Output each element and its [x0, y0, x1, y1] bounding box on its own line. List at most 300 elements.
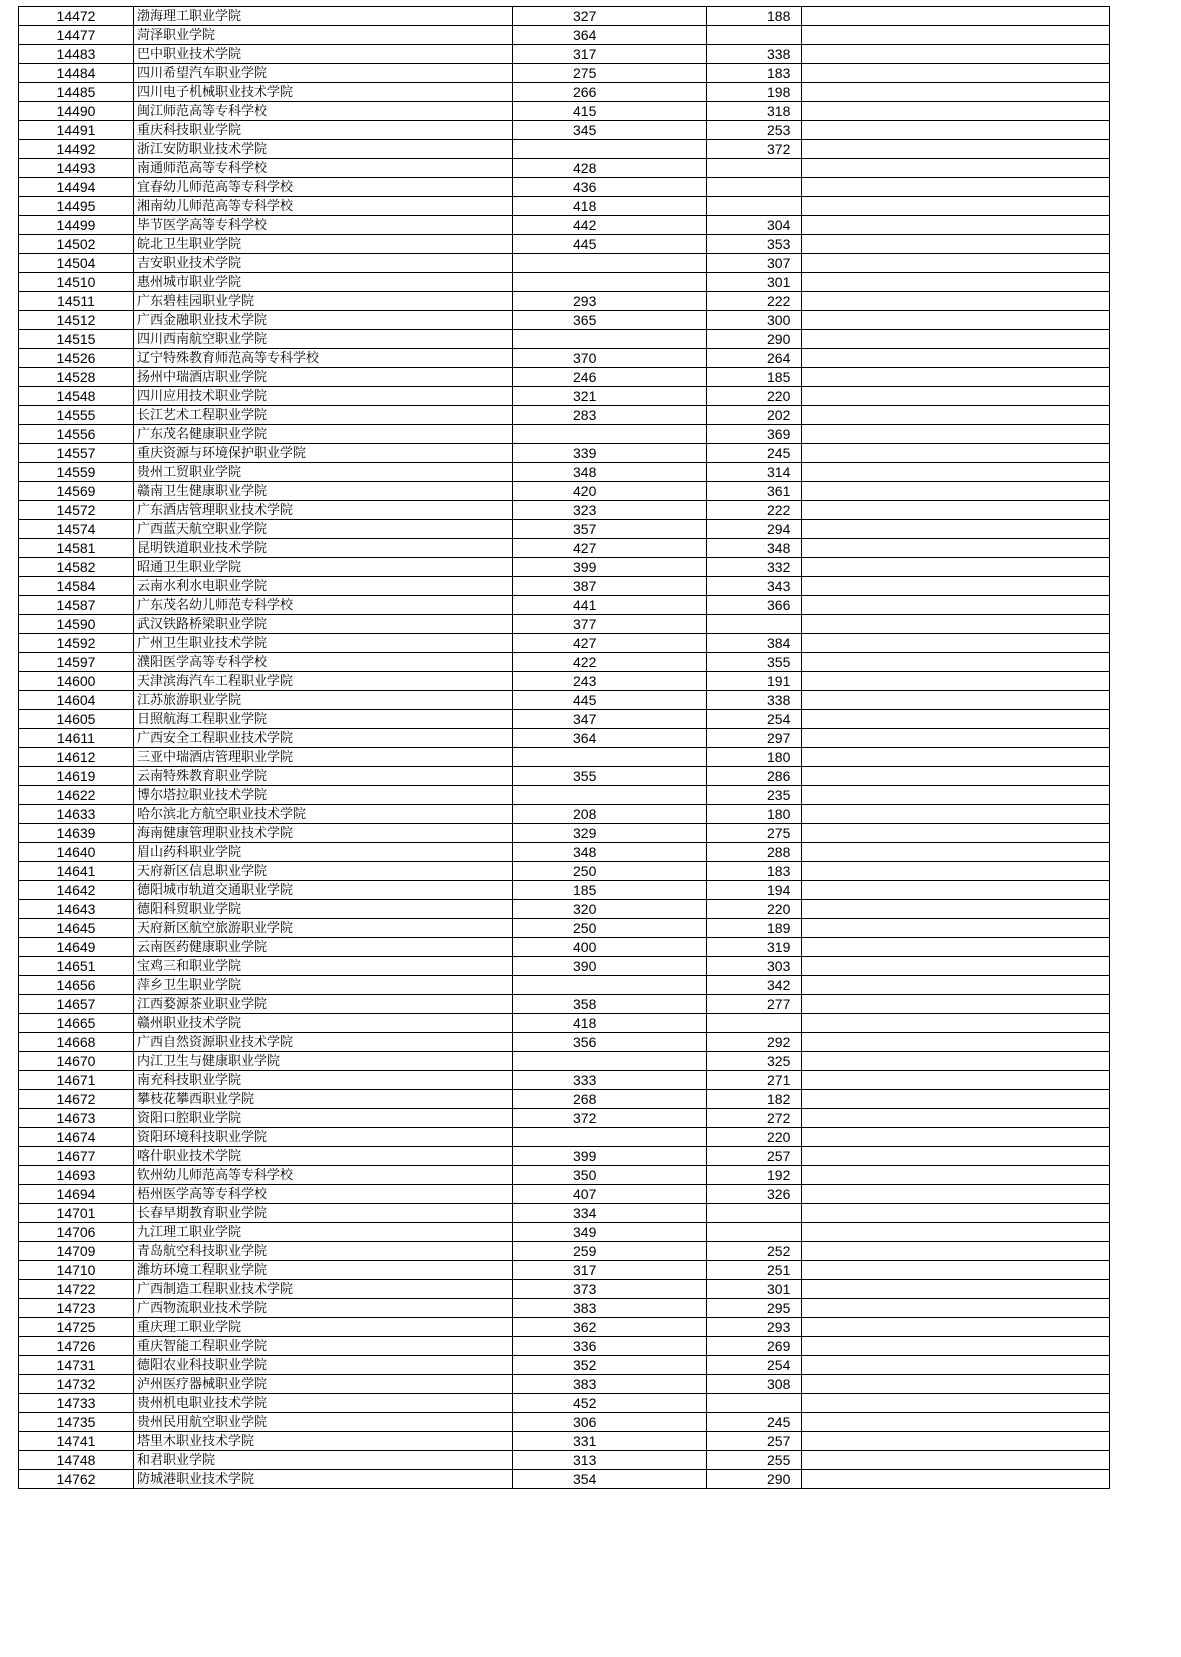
score-col-2-cell: 277 — [707, 995, 802, 1014]
table-row — [19, 900, 1110, 919]
school-code-cell: 14526 — [19, 349, 134, 368]
school-code-cell: 14665 — [19, 1014, 134, 1033]
score-col-2-cell: 366 — [707, 596, 802, 615]
score-col-2-cell: 308 — [707, 1375, 802, 1394]
school-code-cell: 14671 — [19, 1071, 134, 1090]
table-row — [19, 140, 1110, 159]
school-name-cell: 钦州幼儿师范高等专科学校 — [134, 1166, 513, 1185]
school-code-cell: 14709 — [19, 1242, 134, 1261]
score-col-2-cell: 245 — [707, 1413, 802, 1432]
school-name-cell: 昆明铁道职业技术学院 — [134, 539, 513, 558]
empty-cell — [802, 976, 1110, 995]
table-row — [19, 482, 1110, 501]
score-col-1-cell: 356 — [513, 1033, 707, 1052]
table-row — [19, 178, 1110, 197]
score-col-1-cell: 427 — [513, 539, 707, 558]
school-code-cell: 14490 — [19, 102, 134, 121]
school-code-cell: 14732 — [19, 1375, 134, 1394]
school-code-cell: 14495 — [19, 197, 134, 216]
school-code-cell: 14559 — [19, 463, 134, 482]
score-col-1-cell: 345 — [513, 121, 707, 140]
school-code-cell: 14651 — [19, 957, 134, 976]
empty-cell — [802, 1413, 1110, 1432]
table-row — [19, 1375, 1110, 1394]
table-row — [19, 501, 1110, 520]
table-row — [19, 1356, 1110, 1375]
school-name-cell: 德阳科贸职业学院 — [134, 900, 513, 919]
score-col-1-cell: 399 — [513, 558, 707, 577]
score-col-2-cell: 372 — [707, 140, 802, 159]
score-col-2-cell: 254 — [707, 710, 802, 729]
score-col-1-cell — [513, 748, 707, 767]
score-col-1-cell: 362 — [513, 1318, 707, 1337]
school-code-cell: 14572 — [19, 501, 134, 520]
table-row — [19, 938, 1110, 957]
score-col-2-cell: 188 — [707, 7, 802, 26]
score-col-1-cell: 243 — [513, 672, 707, 691]
school-name-cell: 海南健康管理职业技术学院 — [134, 824, 513, 843]
school-name-cell: 江西婺源茶业职业学院 — [134, 995, 513, 1014]
school-name-cell: 广东碧桂园职业学院 — [134, 292, 513, 311]
school-code-cell: 14639 — [19, 824, 134, 843]
school-code-cell: 14611 — [19, 729, 134, 748]
school-name-cell: 梧州医学高等专科学校 — [134, 1185, 513, 1204]
school-name-cell: 云南水利水电职业学院 — [134, 577, 513, 596]
school-name-cell: 南充科技职业学院 — [134, 1071, 513, 1090]
score-col-2-cell: 253 — [707, 121, 802, 140]
score-col-1-cell: 400 — [513, 938, 707, 957]
school-name-cell: 扬州中瑞酒店职业学院 — [134, 368, 513, 387]
school-name-cell: 贵州工贸职业学院 — [134, 463, 513, 482]
score-col-2-cell: 257 — [707, 1147, 802, 1166]
table-row — [19, 691, 1110, 710]
score-col-1-cell: 331 — [513, 1432, 707, 1451]
school-name-cell: 重庆理工职业学院 — [134, 1318, 513, 1337]
score-col-1-cell: 250 — [513, 862, 707, 881]
school-name-cell: 潍坊环境工程职业学院 — [134, 1261, 513, 1280]
table-row — [19, 1432, 1110, 1451]
school-name-cell: 吉安职业技术学院 — [134, 254, 513, 273]
table-row — [19, 1280, 1110, 1299]
empty-cell — [802, 444, 1110, 463]
table-row — [19, 64, 1110, 83]
empty-cell — [802, 919, 1110, 938]
school-name-cell: 天津滨海汽车工程职业学院 — [134, 672, 513, 691]
school-code-cell: 14504 — [19, 254, 134, 273]
school-code-cell: 14701 — [19, 1204, 134, 1223]
empty-cell — [802, 463, 1110, 482]
score-col-1-cell: 321 — [513, 387, 707, 406]
empty-cell — [802, 539, 1110, 558]
table-row — [19, 995, 1110, 1014]
school-code-cell: 14633 — [19, 805, 134, 824]
empty-cell — [802, 862, 1110, 881]
empty-cell — [802, 767, 1110, 786]
empty-cell — [802, 786, 1110, 805]
school-name-cell: 赣南卫生健康职业学院 — [134, 482, 513, 501]
score-col-1-cell: 445 — [513, 235, 707, 254]
table-row — [19, 1223, 1110, 1242]
score-col-2-cell: 264 — [707, 349, 802, 368]
score-col-2-cell — [707, 1204, 802, 1223]
empty-cell — [802, 83, 1110, 102]
score-col-1-cell: 390 — [513, 957, 707, 976]
table-row — [19, 957, 1110, 976]
school-code-cell: 14584 — [19, 577, 134, 596]
school-name-cell: 昭通卫生职业学院 — [134, 558, 513, 577]
school-code-cell: 14605 — [19, 710, 134, 729]
table-row — [19, 748, 1110, 767]
score-col-1-cell — [513, 330, 707, 349]
empty-cell — [802, 292, 1110, 311]
school-name-cell: 长春早期教育职业学院 — [134, 1204, 513, 1223]
school-name-cell: 重庆资源与环境保护职业学院 — [134, 444, 513, 463]
empty-cell — [802, 121, 1110, 140]
score-col-1-cell: 383 — [513, 1299, 707, 1318]
school-name-cell: 贵州民用航空职业学院 — [134, 1413, 513, 1432]
table-row — [19, 1470, 1110, 1489]
school-name-cell: 博尔塔拉职业技术学院 — [134, 786, 513, 805]
empty-cell — [802, 634, 1110, 653]
table-row — [19, 729, 1110, 748]
score-col-2-cell: 319 — [707, 938, 802, 957]
score-col-1-cell: 313 — [513, 1451, 707, 1470]
school-name-cell: 四川电子机械职业技术学院 — [134, 83, 513, 102]
school-code-cell: 14726 — [19, 1337, 134, 1356]
score-col-2-cell: 304 — [707, 216, 802, 235]
school-code-cell: 14748 — [19, 1451, 134, 1470]
table-row — [19, 672, 1110, 691]
score-col-2-cell: 191 — [707, 672, 802, 691]
score-col-2-cell: 332 — [707, 558, 802, 577]
score-col-1-cell: 293 — [513, 292, 707, 311]
table-row — [19, 862, 1110, 881]
empty-cell — [802, 1147, 1110, 1166]
empty-cell — [802, 1204, 1110, 1223]
score-col-2-cell: 325 — [707, 1052, 802, 1071]
school-code-cell: 14515 — [19, 330, 134, 349]
score-table-body — [19, 7, 1110, 1489]
school-name-cell: 浙江安防职业技术学院 — [134, 140, 513, 159]
empty-cell — [802, 311, 1110, 330]
table-row — [19, 83, 1110, 102]
school-code-cell: 14587 — [19, 596, 134, 615]
score-col-1-cell: 323 — [513, 501, 707, 520]
table-row — [19, 1109, 1110, 1128]
table-row — [19, 1033, 1110, 1052]
school-code-cell: 14641 — [19, 862, 134, 881]
school-code-cell: 14574 — [19, 520, 134, 539]
table-row — [19, 26, 1110, 45]
score-col-2-cell: 338 — [707, 45, 802, 64]
school-code-cell: 14612 — [19, 748, 134, 767]
score-col-2-cell: 384 — [707, 634, 802, 653]
school-code-cell: 14733 — [19, 1394, 134, 1413]
empty-cell — [802, 1318, 1110, 1337]
school-name-cell: 广西物流职业技术学院 — [134, 1299, 513, 1318]
score-col-2-cell — [707, 1394, 802, 1413]
school-code-cell: 14581 — [19, 539, 134, 558]
score-col-1-cell: 306 — [513, 1413, 707, 1432]
school-name-cell: 武汉铁路桥梁职业学院 — [134, 615, 513, 634]
score-col-1-cell: 452 — [513, 1394, 707, 1413]
table-row — [19, 1299, 1110, 1318]
score-col-1-cell — [513, 140, 707, 159]
school-code-cell: 14590 — [19, 615, 134, 634]
score-col-1-cell: 358 — [513, 995, 707, 1014]
empty-cell — [802, 1109, 1110, 1128]
score-col-1-cell: 185 — [513, 881, 707, 900]
score-col-1-cell: 320 — [513, 900, 707, 919]
table-row — [19, 45, 1110, 64]
score-col-1-cell: 407 — [513, 1185, 707, 1204]
table-row — [19, 121, 1110, 140]
empty-cell — [802, 1033, 1110, 1052]
school-name-cell: 巴中职业技术学院 — [134, 45, 513, 64]
empty-cell — [802, 596, 1110, 615]
school-name-cell: 四川应用技术职业学院 — [134, 387, 513, 406]
score-col-1-cell — [513, 786, 707, 805]
empty-cell — [802, 64, 1110, 83]
empty-cell — [802, 159, 1110, 178]
school-name-cell: 广西金融职业技术学院 — [134, 311, 513, 330]
score-col-2-cell: 182 — [707, 1090, 802, 1109]
school-code-cell: 14556 — [19, 425, 134, 444]
score-col-2-cell — [707, 1014, 802, 1033]
empty-cell — [802, 1451, 1110, 1470]
score-col-2-cell: 343 — [707, 577, 802, 596]
empty-cell — [802, 1470, 1110, 1489]
empty-cell — [802, 748, 1110, 767]
table-row — [19, 634, 1110, 653]
score-col-2-cell — [707, 197, 802, 216]
school-code-cell: 14619 — [19, 767, 134, 786]
school-name-cell: 渤海理工职业学院 — [134, 7, 513, 26]
score-col-1-cell: 327 — [513, 7, 707, 26]
score-col-1-cell: 333 — [513, 1071, 707, 1090]
score-col-2-cell: 254 — [707, 1356, 802, 1375]
table-row — [19, 1090, 1110, 1109]
empty-cell — [802, 1280, 1110, 1299]
school-name-cell: 赣州职业技术学院 — [134, 1014, 513, 1033]
score-col-1-cell — [513, 425, 707, 444]
score-col-1-cell — [513, 254, 707, 273]
score-col-2-cell: 338 — [707, 691, 802, 710]
empty-cell — [802, 1166, 1110, 1185]
empty-cell — [802, 501, 1110, 520]
table-row — [19, 786, 1110, 805]
school-name-cell: 重庆科技职业学院 — [134, 121, 513, 140]
score-col-1-cell: 418 — [513, 197, 707, 216]
empty-cell — [802, 691, 1110, 710]
score-col-1-cell: 250 — [513, 919, 707, 938]
school-name-cell: 日照航海工程职业学院 — [134, 710, 513, 729]
school-code-cell: 14731 — [19, 1356, 134, 1375]
school-code-cell: 14492 — [19, 140, 134, 159]
school-code-cell: 14528 — [19, 368, 134, 387]
score-col-1-cell — [513, 273, 707, 292]
score-col-2-cell: 192 — [707, 1166, 802, 1185]
table-row — [19, 1147, 1110, 1166]
school-code-cell: 14643 — [19, 900, 134, 919]
empty-cell — [802, 1261, 1110, 1280]
school-code-cell: 14557 — [19, 444, 134, 463]
score-col-2-cell: 257 — [707, 1432, 802, 1451]
school-code-cell: 14723 — [19, 1299, 134, 1318]
school-name-cell: 泸州医疗器械职业学院 — [134, 1375, 513, 1394]
score-col-2-cell: 275 — [707, 824, 802, 843]
school-name-cell: 萍乡卫生职业学院 — [134, 976, 513, 995]
empty-cell — [802, 273, 1110, 292]
score-col-2-cell: 252 — [707, 1242, 802, 1261]
empty-cell — [802, 330, 1110, 349]
table-row — [19, 330, 1110, 349]
school-name-cell: 喀什职业技术学院 — [134, 1147, 513, 1166]
score-col-1-cell: 329 — [513, 824, 707, 843]
score-col-1-cell: 420 — [513, 482, 707, 501]
score-col-1-cell: 445 — [513, 691, 707, 710]
score-col-1-cell: 348 — [513, 843, 707, 862]
table-row — [19, 520, 1110, 539]
score-col-1-cell: 399 — [513, 1147, 707, 1166]
score-col-2-cell — [707, 178, 802, 197]
empty-cell — [802, 1394, 1110, 1413]
school-code-cell: 14725 — [19, 1318, 134, 1337]
score-col-1-cell: 373 — [513, 1280, 707, 1299]
table-row — [19, 615, 1110, 634]
score-col-1-cell: 354 — [513, 1470, 707, 1489]
table-row — [19, 1451, 1110, 1470]
score-col-1-cell: 317 — [513, 1261, 707, 1280]
score-col-1-cell: 259 — [513, 1242, 707, 1261]
score-col-1-cell — [513, 1128, 707, 1147]
school-name-cell: 云南医药健康职业学院 — [134, 938, 513, 957]
empty-cell — [802, 1432, 1110, 1451]
school-name-cell: 四川西南航空职业学院 — [134, 330, 513, 349]
empty-cell — [802, 805, 1110, 824]
school-code-cell: 14555 — [19, 406, 134, 425]
score-table — [18, 6, 1110, 1489]
empty-cell — [802, 1185, 1110, 1204]
school-name-cell: 南通师范高等专科学校 — [134, 159, 513, 178]
score-col-2-cell: 220 — [707, 387, 802, 406]
table-row — [19, 805, 1110, 824]
score-col-2-cell: 353 — [707, 235, 802, 254]
table-row — [19, 1318, 1110, 1337]
empty-cell — [802, 1242, 1110, 1261]
score-col-1-cell: 275 — [513, 64, 707, 83]
score-col-1-cell: 339 — [513, 444, 707, 463]
school-code-cell: 14674 — [19, 1128, 134, 1147]
empty-cell — [802, 45, 1110, 64]
school-code-cell: 14722 — [19, 1280, 134, 1299]
school-code-cell: 14510 — [19, 273, 134, 292]
school-code-cell: 14499 — [19, 216, 134, 235]
table-row — [19, 197, 1110, 216]
score-col-2-cell: 318 — [707, 102, 802, 121]
school-code-cell: 14706 — [19, 1223, 134, 1242]
score-col-2-cell: 198 — [707, 83, 802, 102]
school-name-cell: 广西自然资源职业技术学院 — [134, 1033, 513, 1052]
score-col-2-cell: 301 — [707, 273, 802, 292]
score-col-1-cell: 334 — [513, 1204, 707, 1223]
school-name-cell: 贵州机电职业技术学院 — [134, 1394, 513, 1413]
table-row — [19, 824, 1110, 843]
table-row — [19, 1242, 1110, 1261]
score-col-1-cell: 415 — [513, 102, 707, 121]
empty-cell — [802, 938, 1110, 957]
score-col-2-cell: 271 — [707, 1071, 802, 1090]
school-code-cell: 14483 — [19, 45, 134, 64]
score-col-2-cell: 300 — [707, 311, 802, 330]
score-col-1-cell: 336 — [513, 1337, 707, 1356]
school-name-cell: 广东酒店管理职业技术学院 — [134, 501, 513, 520]
school-name-cell: 广西蓝天航空职业学院 — [134, 520, 513, 539]
score-col-1-cell: 428 — [513, 159, 707, 178]
empty-cell — [802, 425, 1110, 444]
score-col-2-cell: 342 — [707, 976, 802, 995]
score-col-1-cell: 317 — [513, 45, 707, 64]
school-name-cell: 四川希望汽车职业学院 — [134, 64, 513, 83]
school-code-cell: 14677 — [19, 1147, 134, 1166]
table-row — [19, 349, 1110, 368]
score-col-1-cell: 377 — [513, 615, 707, 634]
empty-cell — [802, 216, 1110, 235]
score-col-1-cell: 348 — [513, 463, 707, 482]
score-col-1-cell: 246 — [513, 368, 707, 387]
table-row — [19, 1261, 1110, 1280]
empty-cell — [802, 482, 1110, 501]
school-code-cell: 14668 — [19, 1033, 134, 1052]
table-row — [19, 1413, 1110, 1432]
school-code-cell: 14622 — [19, 786, 134, 805]
school-code-cell: 14511 — [19, 292, 134, 311]
table-row — [19, 1166, 1110, 1185]
score-col-2-cell — [707, 159, 802, 178]
school-code-cell: 14494 — [19, 178, 134, 197]
table-row — [19, 1014, 1110, 1033]
empty-cell — [802, 957, 1110, 976]
school-code-cell: 14735 — [19, 1413, 134, 1432]
table-row — [19, 577, 1110, 596]
score-col-1-cell: 349 — [513, 1223, 707, 1242]
score-col-2-cell: 183 — [707, 862, 802, 881]
table-row — [19, 558, 1110, 577]
school-code-cell: 14484 — [19, 64, 134, 83]
school-code-cell: 14762 — [19, 1470, 134, 1489]
school-code-cell: 14672 — [19, 1090, 134, 1109]
school-code-cell: 14472 — [19, 7, 134, 26]
school-name-cell: 天府新区信息职业学院 — [134, 862, 513, 881]
score-col-2-cell: 202 — [707, 406, 802, 425]
school-name-cell: 云南特殊教育职业学院 — [134, 767, 513, 786]
score-col-2-cell: 301 — [707, 1280, 802, 1299]
school-name-cell: 闽江师范高等专科学校 — [134, 102, 513, 121]
school-name-cell: 资阳环境科技职业学院 — [134, 1128, 513, 1147]
school-name-cell: 内江卫生与健康职业学院 — [134, 1052, 513, 1071]
school-code-cell: 14512 — [19, 311, 134, 330]
score-col-1-cell: 427 — [513, 634, 707, 653]
school-name-cell: 广州卫生职业技术学院 — [134, 634, 513, 653]
score-col-2-cell: 290 — [707, 1470, 802, 1489]
empty-cell — [802, 653, 1110, 672]
score-col-1-cell: 441 — [513, 596, 707, 615]
table-row — [19, 919, 1110, 938]
school-name-cell: 长江艺术工程职业学院 — [134, 406, 513, 425]
school-name-cell: 青岛航空科技职业学院 — [134, 1242, 513, 1261]
table-row — [19, 843, 1110, 862]
school-code-cell: 14710 — [19, 1261, 134, 1280]
